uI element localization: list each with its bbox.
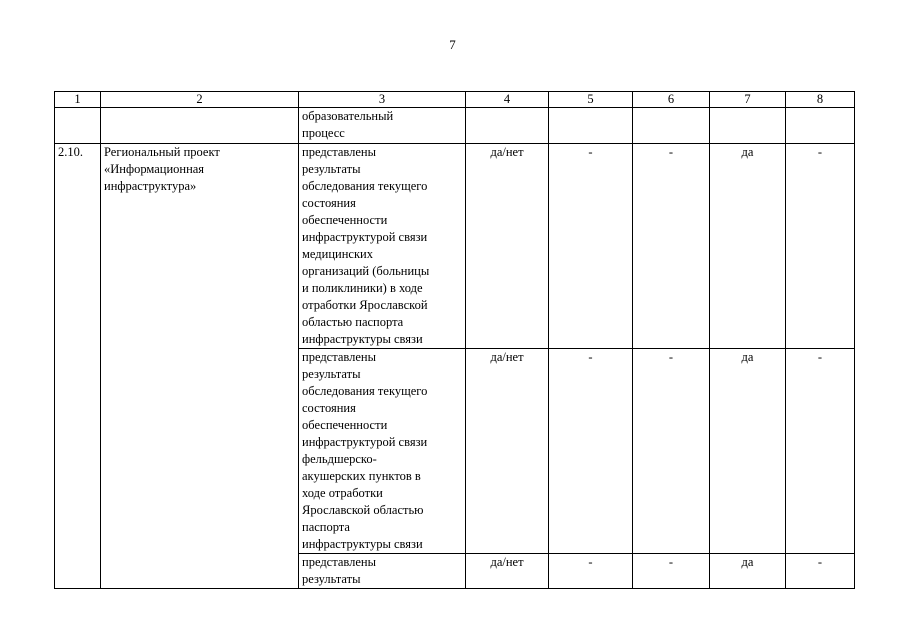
header-cell-2: 2 <box>101 92 299 108</box>
header-cell-4: 4 <box>466 92 549 108</box>
value-cell-8: - <box>786 554 855 589</box>
unit-cell: да/нет <box>466 349 549 554</box>
header-cell-6: 6 <box>633 92 710 108</box>
table-row <box>55 144 855 349</box>
indicator-cell: представлены результаты обследования текущего состояния обеспеченности инфраструктурой связи фельдшерско- акушерских пунктов в ходе отработки Ярославской областью паспорта инфраструктуры связи <box>299 349 466 554</box>
continuation-cell-6 <box>633 108 710 144</box>
indicator-cell: представлены результаты <box>299 554 466 589</box>
value-cell-6: - <box>633 144 710 349</box>
value-cell-7: да <box>710 349 786 554</box>
value-cell-6: - <box>633 554 710 589</box>
header-cell-3: 3 <box>299 92 466 108</box>
header-cell-5: 5 <box>549 92 633 108</box>
continuation-cell-1 <box>55 108 101 144</box>
value-cell-5: - <box>549 554 633 589</box>
continuation-row <box>55 108 855 144</box>
continuation-cell-4 <box>466 108 549 144</box>
continuation-cell-2 <box>101 108 299 144</box>
value-cell-7: да <box>710 554 786 589</box>
value-cell-5: - <box>549 349 633 554</box>
value-cell-5: - <box>549 144 633 349</box>
indicators-table <box>54 91 855 589</box>
value-cell-8: - <box>786 349 855 554</box>
header-cell-1: 1 <box>55 92 101 108</box>
value-cell-6: - <box>633 349 710 554</box>
value-cell-7: да <box>710 144 786 349</box>
indicator-cell: представлены результаты обследования текущего состояния обеспеченности инфраструктурой связи медицинских организаций (больницы и поликлиники) в ходе отработки Ярославской областью паспорта инфраструктуры связи <box>299 144 466 349</box>
header-cell-8: 8 <box>786 92 855 108</box>
continuation-cell-7 <box>710 108 786 144</box>
continuation-cell-8 <box>786 108 855 144</box>
page-number: 7 <box>449 37 456 52</box>
project-name-cell: Региональный проект «Информационная инфраструктура» <box>101 144 299 589</box>
unit-cell: да/нет <box>466 144 549 349</box>
header-cell-7: 7 <box>710 92 786 108</box>
row-number-cell: 2.10. <box>55 144 101 589</box>
continuation-cell-5 <box>549 108 633 144</box>
value-cell-8: - <box>786 144 855 349</box>
table-header-row <box>55 92 855 108</box>
continuation-indicator-cell: образовательный процесс <box>299 108 466 144</box>
unit-cell: да/нет <box>466 554 549 589</box>
